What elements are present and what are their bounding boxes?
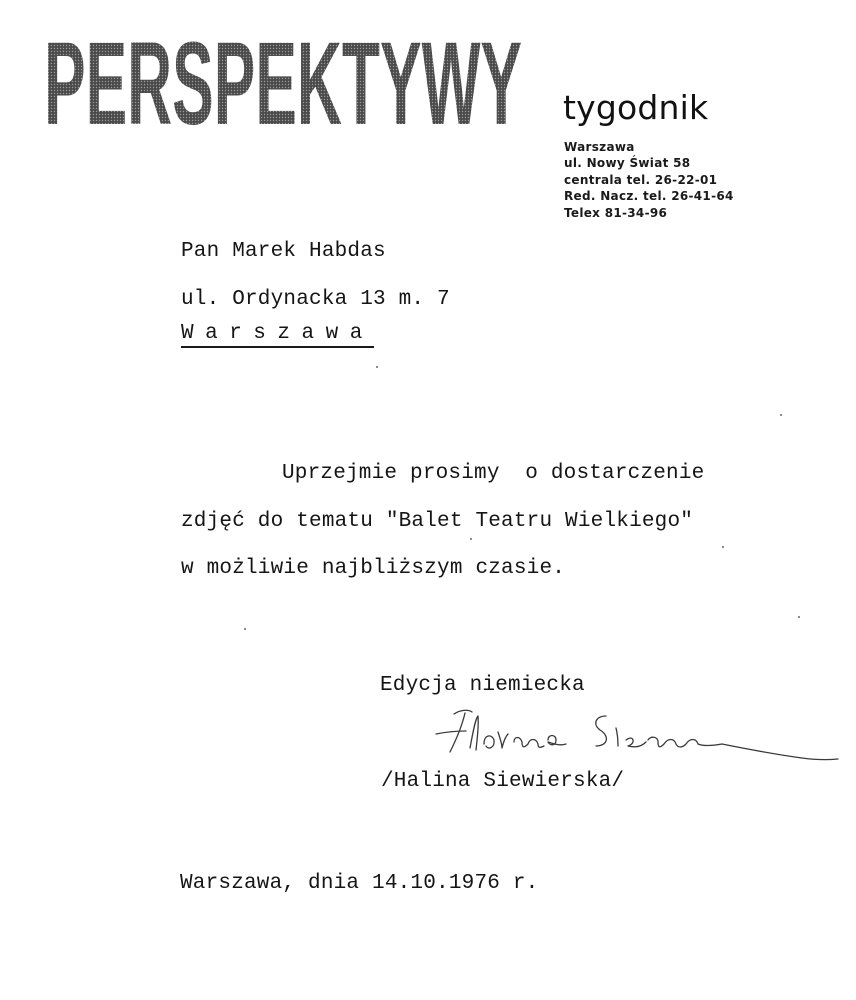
place-date: Warszawa, dnia 14.10.1976 r. bbox=[180, 872, 539, 895]
masthead-logo bbox=[44, 26, 524, 132]
masthead-title: PERSPEKTYWY bbox=[44, 26, 522, 132]
body-line: w możliwie najbliższym czasie. bbox=[181, 557, 566, 580]
contact-line: Warszawa bbox=[564, 140, 635, 154]
contact-line: Telex 81-34-96 bbox=[564, 205, 668, 220]
contact-line: ul. Nowy Świat 58 bbox=[564, 156, 691, 171]
paper-speck bbox=[780, 414, 782, 416]
recipient-city: Warszawa bbox=[181, 322, 374, 348]
contact-line: centrala tel. 26-22-01 bbox=[564, 172, 718, 187]
department: Edycja niemiecka bbox=[380, 674, 585, 697]
signatory-name: /Halina Siewierska/ bbox=[381, 770, 625, 793]
body-line: zdjęć do tematu "Balet Teatru Wielkiego" bbox=[181, 510, 694, 533]
paper-speck bbox=[244, 628, 246, 630]
body-line: Uprzejmie prosimy o dostarczenie bbox=[282, 462, 705, 485]
handwritten-signature bbox=[432, 704, 842, 770]
paper-speck bbox=[722, 546, 724, 548]
publisher-contact bbox=[564, 139, 734, 221]
paper-speck bbox=[376, 366, 378, 368]
recipient-street: ul. Ordynacka 13 m. 7 bbox=[181, 288, 450, 311]
contact-line: Red. Nacz. tel. 26-41-64 bbox=[564, 189, 734, 204]
paper-speck bbox=[470, 538, 472, 540]
recipient-name: Pan Marek Habdas bbox=[181, 240, 386, 263]
publication-type: tygodnik bbox=[563, 88, 709, 127]
paper-speck bbox=[798, 616, 800, 618]
